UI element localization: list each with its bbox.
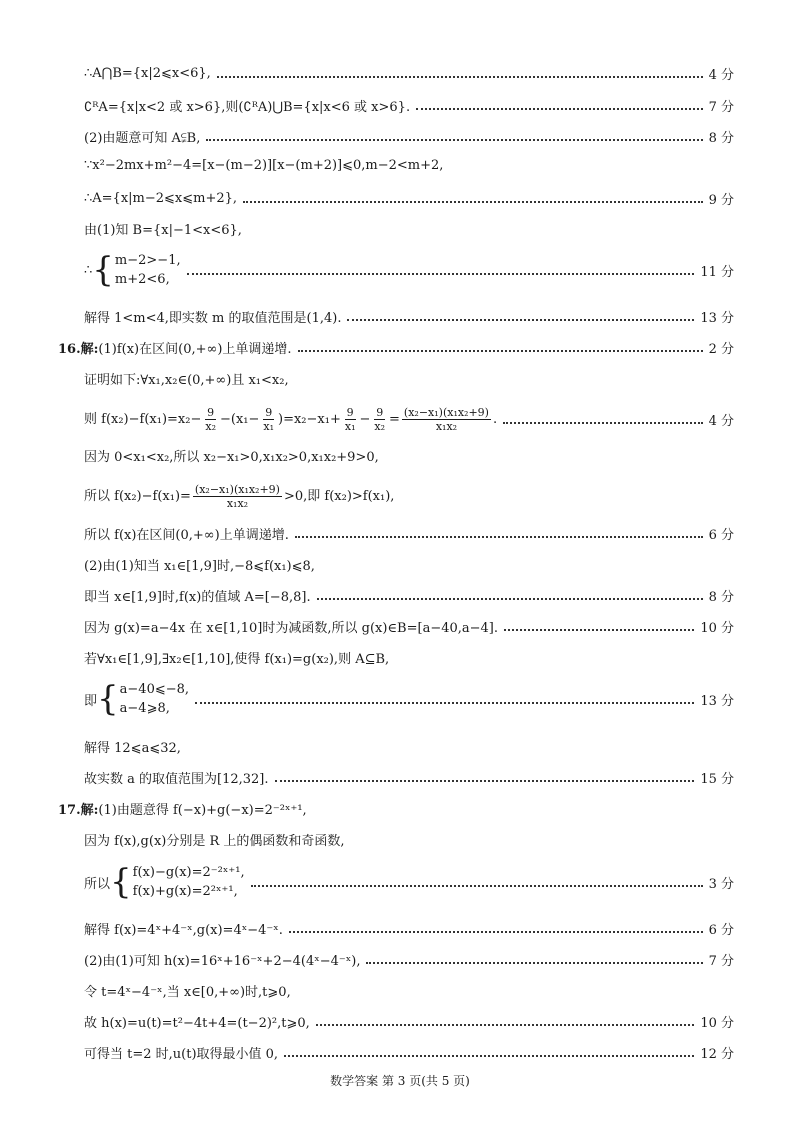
- dot-leader: [187, 272, 695, 275]
- fraction: $\frac{9}{\text{x₁}}$: [344, 405, 356, 433]
- fraction: $\frac{9}{\text{x₂}}$: [374, 405, 386, 433]
- solution-line: [0, 402, 800, 436]
- solution-line: ∴A={x|m−2⩽x⩽m+2}, 9 分: [84, 191, 734, 208]
- dot-leader: [317, 597, 703, 600]
- system-of-inequalities: ∴ { m−2>−1, m+2<6,: [84, 250, 181, 290]
- solution-line: (2)由(1)可知 h(x)=16ˣ+16⁻ˣ+2−4(4ˣ−4⁻ˣ), 7 分: [0, 950, 800, 969]
- solution-line: 解得 12⩽a⩽32,: [84, 741, 181, 756]
- solution-line: 因为 g(x)=a−4x 在 x∈[1,10]时为减函数,所以 g(x)∈B=[a−40,a−4]. 10 分: [0, 617, 800, 636]
- solution-line: (2)由题意可知 A⫋B, 8 分: [0, 127, 800, 146]
- score-mark: 11 分: [700, 264, 734, 280]
- score-mark: 8 分: [708, 131, 734, 146]
- solution-line: [0, 679, 800, 719]
- dot-leader: [243, 200, 703, 203]
- solution-line: [0, 862, 800, 902]
- solution-line: (2)由(1)知当 x₁∈[1,9]时,−8⩽f(x₁)⩽8,: [84, 559, 315, 574]
- solution-line: ∵x²−2mx+m²−4=[x−(m−2)][x−(m+2)]⩽0,m−2<m+2,: [84, 158, 444, 173]
- dot-leader: [416, 107, 703, 110]
- score-mark: 9 分: [708, 193, 734, 208]
- solution-line: 所以 f(x)在区间(0,+∞)上单调递增. 6 分: [0, 524, 800, 543]
- score-mark: 4 分: [708, 68, 734, 83]
- score-mark: 7 分: [708, 954, 734, 969]
- fraction: $\frac{9}{\text{x₂}}$: [205, 405, 216, 433]
- dot-leader: [289, 930, 703, 933]
- score-mark: 6 分: [708, 923, 734, 938]
- fraction: $\frac{9}{\text{x₁}}$: [263, 405, 275, 433]
- question-label: 16.解:: [58, 342, 99, 357]
- dot-leader: [251, 884, 703, 887]
- solution-line: 若∀x₁∈[1,9],∃x₂∈[1,10],使得 f(x₁)=g(x₂),则 A⊆B,: [84, 652, 390, 667]
- solution-line: [0, 479, 800, 513]
- solution-line: 因为 0<x₁<x₂,所以 x₂−x₁>0,x₁x₂>0,x₁x₂+9>0,: [84, 450, 379, 465]
- fraction: $\frac{\text{(x₂−x₁)(x₁x₂+9)}}{\text{x₁x₂}}$: [403, 405, 489, 433]
- brace-symbol: {: [97, 679, 119, 719]
- solution-line: ∴A⋂B={x|2⩽x<6}, 4 分: [84, 66, 734, 83]
- brace-symbol: {: [92, 250, 114, 290]
- solution-line: 故 h(x)=u(t)=t²−4t+4=(t−2)²,t⩾0, 10 分: [0, 1012, 800, 1031]
- solution-line: 可得当 t=2 时,u(t)取得最小值 0, 12 分: [0, 1043, 800, 1062]
- dot-leader: [316, 1023, 695, 1026]
- sign-conclusion: 所以 f(x₂)−f(x₁)= $\frac{\text{(x₂−x₁)(x₁x₂+9)}}{\text{x₁x₂}}$ >0,即 f(x₂)>f(x₁),: [84, 482, 395, 510]
- score-mark: 12 分: [700, 1047, 734, 1062]
- score-mark: 10 分: [700, 621, 734, 636]
- score-mark: 10 分: [700, 1016, 734, 1031]
- dot-leader: [284, 1054, 694, 1057]
- solution-line: 16.解: (1)f(x)在区间(0,+∞)上单调递增. 2 分: [0, 338, 800, 357]
- fraction: $\frac{\text{(x₂−x₁)(x₁x₂+9)}}{\text{x₁x₂}}$: [194, 482, 280, 510]
- solution-line: ∁ᴿA={x|x<2 或 x>6},则(∁ᴿA)⋃B={x|x<6 或 x>6}. 7 分: [0, 96, 800, 115]
- dot-leader: [295, 535, 703, 538]
- score-mark: 13 分: [700, 311, 734, 326]
- solution-line: 解得 f(x)=4ˣ+4⁻ˣ,g(x)=4ˣ−4⁻ˣ. 6 分: [0, 919, 800, 938]
- question-label: 17.解:: [58, 803, 99, 818]
- score-mark: 7 分: [708, 100, 734, 115]
- solution-line: 解得 1<m<4,即实数 m 的取值范围是(1,4). 13 分: [0, 307, 800, 326]
- solution-line: 由(1)知 B={x|−1<x<6},: [84, 223, 242, 238]
- solution-line: 令 t=4ˣ−4⁻ˣ,当 x∈[0,+∞)时,t⩾0,: [84, 985, 291, 1000]
- solution-line: 证明如下:∀x₁,x₂∈(0,+∞)且 x₁<x₂,: [84, 373, 289, 388]
- system-of-equations: 所以 { f(x)−g(x)=2⁻²ˣ⁺¹, f(x)+g(x)=2²ˣ⁺¹,: [84, 862, 245, 902]
- dot-leader: [195, 701, 694, 704]
- dot-leader: [503, 421, 702, 424]
- dot-leader: [298, 349, 703, 352]
- page-footer: 数学答案 第 3 页(共 5 页): [330, 1074, 470, 1088]
- score-mark: 6 分: [708, 528, 734, 543]
- difference-expression: 则 f(x₂)−f(x₁)=x₂− $\frac{9}{\text{x₂}}$ −(x₁− $\frac{9}{\text{x₁}}$ )=x₂−x₁+ $\frac{9}{\text{x₁}}$ − $\frac{9}{\text{x₂}}$ = $\frac{\text{(x₂−x₁)(x₁x₂+9)}}{\text{x₁x₂}}$ .: [84, 405, 498, 433]
- score-mark: 2 分: [708, 342, 734, 357]
- score-mark: 13 分: [700, 693, 734, 709]
- score-mark: 15 分: [700, 772, 734, 787]
- dot-leader: [206, 138, 702, 141]
- dot-leader: [504, 628, 694, 631]
- solution-line: 17.解: (1)由题意得 f(−x)+g(−x)=2⁻²ˣ⁺¹,: [0, 799, 800, 818]
- system-of-inequalities: 即 { a−40⩽−8, a−4⩾8,: [84, 679, 190, 719]
- score-mark: 8 分: [708, 590, 734, 605]
- solution-line: 即当 x∈[1,9]时,f(x)的值域 A=[−8,8]. 8 分: [0, 586, 800, 605]
- solution-line: 因为 f(x),g(x)分别是 R 上的偶函数和奇函数,: [84, 834, 345, 849]
- solution-line: [0, 250, 800, 290]
- dot-leader: [217, 75, 703, 78]
- dot-leader: [347, 318, 694, 321]
- dot-leader: [366, 961, 702, 964]
- brace-symbol: {: [110, 862, 132, 902]
- solution-line: 故实数 a 的取值范围为[12,32]. 15 分: [0, 768, 800, 787]
- score-mark: 3 分: [708, 876, 734, 892]
- score-mark: 4 分: [708, 413, 734, 429]
- dot-leader: [275, 779, 695, 782]
